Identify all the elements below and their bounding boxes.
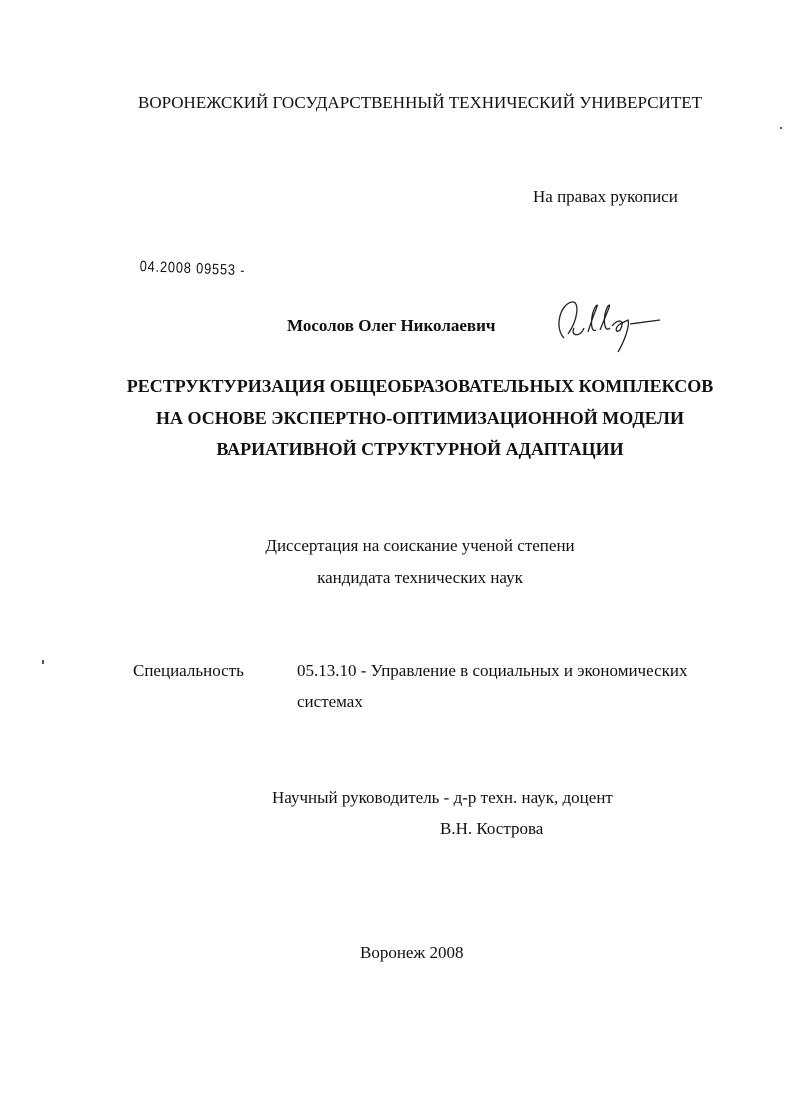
title-line-3: ВАРИАТИВНОЙ СТРУКТУРНОЙ АДАПТАЦИИ [216,439,624,459]
scan-speck [42,660,44,664]
advisor-label: Научный руководитель - д-р техн. наук, доцент [272,788,613,807]
author-name: Мосолов Олег Николаевич [287,316,496,335]
specialty-label: Специальность [133,661,244,680]
title-line-2: НА ОСНОВЕ ЭКСПЕРТНО-ОПТИМИЗАЦИОННОЙ МОДЕЛИ [156,408,684,428]
university-name: ВОРОНЕЖСКИЙ ГОСУДАРСТВЕННЫЙ ТЕХНИЧЕСКИЙ УНИВЕРСИТЕТ [138,93,702,112]
degree-line-2: кандидата технических наук [317,568,523,587]
registration-stamp: 04.2008 09553 - [139,258,246,280]
scan-speck [780,127,782,129]
author-signature [550,298,665,354]
specialty-value-cont: системах [297,692,363,711]
title-line-1: РЕСТРУКТУРИЗАЦИЯ ОБЩЕОБРАЗОВАТЕЛЬНЫХ КОМПЛЕКСОВ [126,376,714,396]
city-year: Воронеж 2008 [360,943,464,962]
rights-note: На правах рукописи [533,187,678,206]
specialty-value: 05.13.10 - Управление в социальных и экономических [297,661,688,680]
degree-line-1: Диссертация на соискание ученой степени [265,536,575,555]
advisor-name: В.Н. Кострова [440,819,544,838]
